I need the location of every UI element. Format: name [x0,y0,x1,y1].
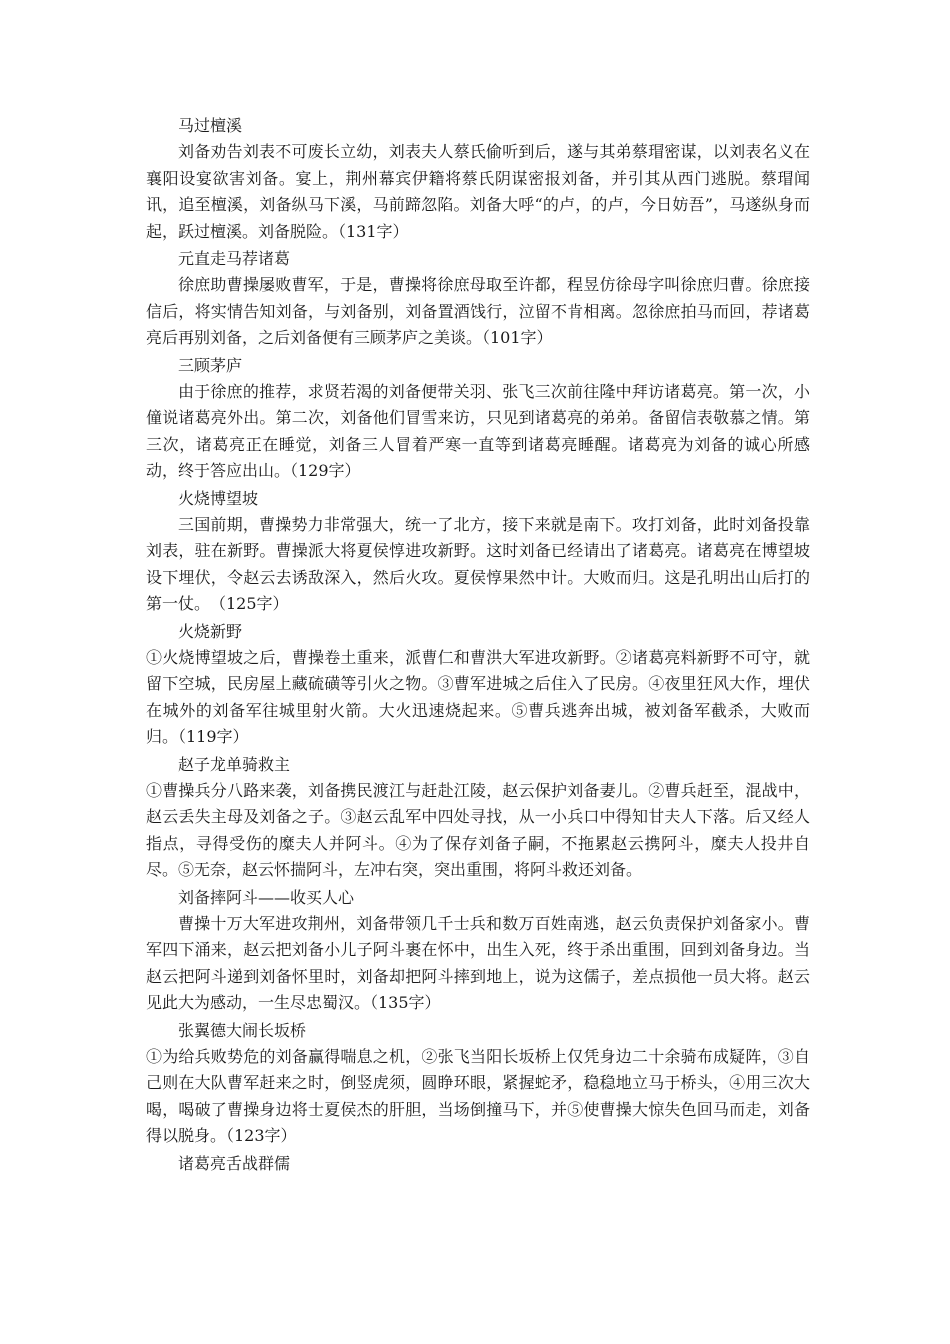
section-title: 马过檀溪 [178,116,243,135]
section-zhao-zi-long [146,751,810,884]
section-huo-shao-xin-ye [146,618,810,751]
section-zhu-ge-liang-she-zhan [146,1150,810,1177]
section-title: 三顾茅庐 [178,355,243,375]
section-title: 刘备摔阿斗——收买人心 [178,887,355,907]
section-san-gu-mao-lu [146,352,810,485]
section-title: 赵子龙单骑救主 [178,754,291,774]
section-body: 徐庶助曹操屡败曹军，于是，曹操将徐庶母取至许都，程昱仿徐母字叫徐庶归曹。徐庶接信后，将实情告知刘备，与刘备别，刘备置酒饯行，泣留不肯相离。忽徐庶拍马而回，荐诸葛亮后再别刘备，之后刘备便有三顾茅庐之美谈。（101字） [146,275,810,347]
section-ma-guo-tan-xi [146,112,810,245]
section-title: 诸葛亮舌战群儒 [178,1153,291,1173]
section-title: 张翼德大闹长坂桥 [178,1020,307,1040]
section-liu-bei-shuai-a-dou [146,884,810,1017]
section-body: 三国前期，曹操势力非常强大，统一了北方，接下来就是南下。攻打刘备，此时刘备投靠刘表，驻在新野。曹操派大将夏侯惇进攻新野。这时刘备已经请出了诸葛亮。诸葛亮在博望坡设下埋伏，令赵云去诱敌深入，然后火攻。夏侯惇果然中计。大败而归。这是孔明出山后打的第一仗。 （125字） [146,514,810,613]
section-body: 刘备劝告刘表不可废长立幼，刘表夫人蔡氏偷听到后，遂与其弟蔡瑁密谋，以刘表名义在襄阳设宴欲害刘备。宴上，荆州幕宾伊籍将蔡氏阴谋密报刘备，并引其从西门逃脱。蔡瑁闻讯，追至檀溪，刘备纵马下溪，马前蹄忽陷。刘备大呼“的卢，的卢，今日妨吾”，马遂纵身而起，跃过檀溪。刘备脱险。（131字） [146,142,810,241]
section-huo-shao-bo-wang-po [146,485,810,618]
section-yuan-zhi-jian-zhu-ge [146,245,810,352]
section-zhang-yi-de [146,1017,810,1150]
section-body: 曹操十万大军进攻荆州，刘备带领几千士兵和数万百姓南逃，赵云负责保护刘备家小。曹军四下涌来，赵云把刘备小儿子阿斗裹在怀中，出生入死，终于杀出重围，回到刘备身边。当赵云把阿斗递到刘备怀里时，刘备却把阿斗摔到地上，说为这儒子，差点损他一员大将。赵云见此大为感动，一生尽忠蜀汉。（135字） [146,913,810,1012]
section-body: 由于徐庶的推荐，求贤若渴的刘备便带关羽、张飞三次前往隆中拜访诸葛亮。第一次，小僮说诸葛亮外出。第二次，刘备他们冒雪来访，只见到诸葛亮的弟弟。备留信表敬慕之情。第三次，诸葛亮正在睡觉，刘备三人冒着严寒一直等到诸葛亮睡醒。诸葛亮为刘备的诚心所感动，终于答应出山。（129字） [146,381,810,480]
document-page [146,112,810,1177]
section-title: 元直走马荐诸葛 [178,249,291,268]
section-title: 火烧新野 [178,621,243,641]
section-body: ①火烧博望坡之后，曹操卷土重来，派曹仁和曹洪大军进攻新野。②诸葛亮料新野不可守，就留下空城，民房屋上藏硫磺等引火之物。③曹军进城之后住入了民房。④夜里狂风大作，埋伏在城外的刘备军往城里射火箭。大火迅速烧起来。⑤曹兵逃奔出城，被刘备军截杀，大败而归。（119字） [146,647,810,746]
section-title: 火烧博望坡 [178,488,259,508]
section-body: ①为给兵败势危的刘备赢得喘息之机，②张飞当阳长坂桥上仅凭身边二十余骑布成疑阵，③自己则在大队曹军赶来之时，倒竖虎须，圆睁环眼，紧握蛇矛，稳稳地立马于桥头，④用三次大喝，喝破了曹操身边将士夏侯杰的肝胆，当场倒撞马下，并⑤使曹操大惊失色回马而走，刘备得以脱身。（123字） [146,1046,810,1145]
section-body: ①曹操兵分八路来袭，刘备携民渡江与赶赴江陵，赵云保护刘备妻儿。②曹兵赶至，混战中，赵云丢失主母及刘备之子。③赵云乱军中四处寻找，从一小兵口中得知甘夫人下落。后又经人指点，寻得受伤的糜夫人并阿斗。④为了保存刘备子嗣，不拖累赵云携阿斗，糜夫人投井自尽。⑤无奈，赵云怀揣阿斗，左冲右突，突出重围，将阿斗救还刘备。 [146,780,810,879]
